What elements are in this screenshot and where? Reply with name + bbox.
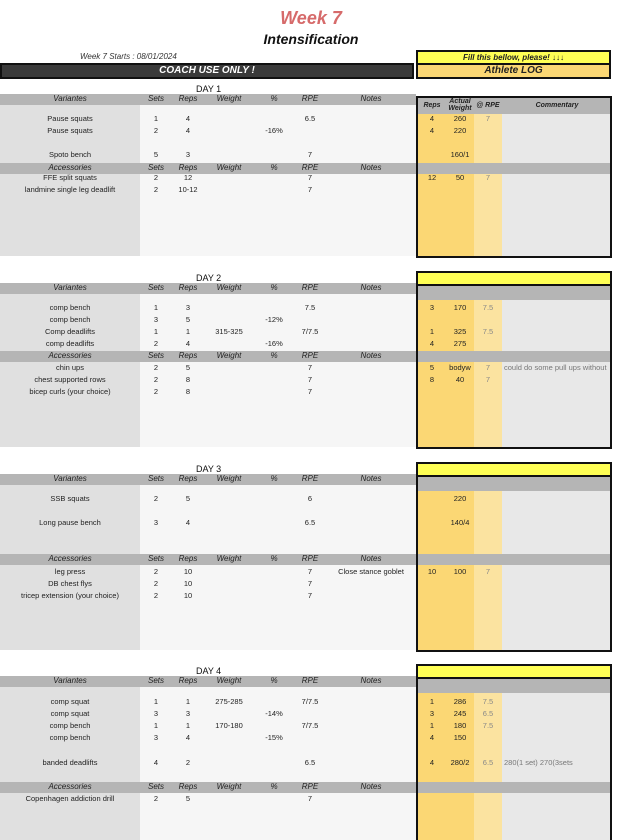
log-rpe[interactable]: 7.5 (482, 303, 494, 312)
cell-rpe: 7 (307, 150, 313, 159)
log-wt[interactable]: 160/1 (450, 150, 470, 159)
day-label: DAY 4 (196, 666, 222, 676)
coach-use-banner: COACH USE ONLY ! (0, 63, 414, 79)
cell-sets: 2 (153, 185, 159, 194)
col-header-pct: % (270, 351, 278, 360)
col-header-pct: % (270, 676, 278, 685)
log-wt[interactable]: 245 (453, 709, 467, 718)
col-header-weight: Weight (216, 676, 242, 685)
log-header-bar (418, 679, 610, 693)
exercise-row (0, 339, 416, 350)
cell-pct: -16% (265, 126, 283, 135)
log-reps[interactable]: 1 (429, 327, 435, 336)
cell-name: comp squat (50, 697, 90, 706)
cell-weight: 170-180 (215, 721, 243, 730)
day-label: DAY 1 (196, 84, 222, 94)
log-reps[interactable]: 10 (427, 567, 437, 576)
cell-reps: 3 (185, 150, 191, 159)
col-header-sets: Sets (147, 163, 164, 172)
athlete-log-box[interactable] (416, 462, 612, 652)
log-wt[interactable]: 50 (455, 173, 465, 182)
cell-rpe: 7 (307, 591, 313, 600)
log-row[interactable] (418, 387, 610, 398)
col-header-pct: % (270, 782, 278, 791)
col-header-pct: % (270, 554, 278, 563)
col-header-reps: Reps (178, 474, 198, 483)
log-row[interactable] (418, 494, 610, 505)
log-reps[interactable]: 4 (429, 733, 435, 742)
col-header-weight: Weight (216, 474, 242, 483)
col-header-rpe: RPE (301, 283, 319, 292)
log-row[interactable] (418, 185, 610, 196)
log-yellow-bar (418, 666, 610, 679)
accessory-row (0, 579, 416, 590)
log-reps[interactable]: 5 (429, 363, 435, 372)
cell-reps: 1 (185, 327, 191, 336)
cell-rpe: 7 (307, 375, 313, 384)
log-wt[interactable]: 286 (453, 697, 467, 706)
col-header-sets: Sets (147, 676, 164, 685)
log-row[interactable] (418, 303, 610, 314)
exercise-row (0, 758, 416, 769)
log-wt[interactable]: bodyw (449, 363, 471, 372)
day-label: DAY 2 (196, 273, 222, 283)
cell-name: comp squat (50, 709, 90, 718)
log-row[interactable] (418, 327, 610, 338)
log-row[interactable] (418, 126, 610, 137)
cell-sets: 2 (153, 387, 159, 396)
cell-weight: 315-325 (215, 327, 243, 336)
cell-name: comp bench (49, 303, 91, 312)
log-row[interactable] (418, 518, 610, 529)
cell-sets: 2 (153, 375, 159, 384)
cell-sets: 3 (153, 315, 159, 324)
cell-sets: 3 (153, 709, 159, 718)
cell-name: tricep extension (your choice) (21, 591, 119, 600)
variantes-header (0, 283, 416, 294)
log-row[interactable] (418, 173, 610, 184)
accessory-row (0, 387, 416, 398)
cell-reps: 4 (185, 733, 191, 742)
cell-notes: Close stance goblet (338, 567, 404, 576)
cell-sets: 2 (153, 126, 159, 135)
accessory-row (0, 173, 416, 184)
log-accessory-header-bar (418, 554, 610, 565)
log-row[interactable] (418, 758, 610, 769)
cell-reps: 10 (183, 591, 193, 600)
cell-reps: 12 (183, 173, 193, 182)
log-wt[interactable]: 180 (453, 721, 467, 730)
log-wt[interactable]: 40 (455, 375, 465, 384)
cell-name: Pause squats (47, 126, 93, 135)
exercise-row (0, 518, 416, 529)
log-header-weight: Actual Weight (448, 98, 472, 112)
cell-rpe: 6 (307, 494, 313, 503)
log-rpe[interactable]: 7.5 (482, 327, 494, 336)
exercise-row (0, 697, 416, 708)
col-header-reps: Reps (178, 94, 198, 103)
log-header-commentary: Commentary (535, 102, 579, 109)
col-header-name: Variantes (53, 474, 87, 483)
log-rpe[interactable]: 7 (485, 375, 491, 384)
col-header-weight: Weight (216, 782, 242, 791)
col-header-name: Variantes (53, 676, 87, 685)
col-header-notes: Notes (360, 474, 382, 483)
cell-name: SSB squats (50, 494, 90, 503)
cell-pct: -14% (265, 709, 283, 718)
log-reps[interactable]: 4 (429, 758, 435, 767)
cell-sets: 1 (153, 721, 159, 730)
cell-reps: 10-12 (178, 185, 198, 194)
log-rpe[interactable]: 7.5 (482, 721, 494, 730)
col-header-reps: Reps (178, 554, 198, 563)
log-reps[interactable]: 8 (429, 375, 435, 384)
cell-reps: 3 (185, 303, 191, 312)
log-row[interactable] (418, 721, 610, 732)
exercise-row (0, 709, 416, 720)
cell-rpe: 6.5 (304, 758, 316, 767)
col-header-name: Accessories (48, 782, 92, 791)
cell-name: Long pause bench (39, 518, 101, 527)
cell-rpe: 7 (307, 363, 313, 372)
cell-name: chest supported rows (34, 375, 106, 384)
cell-reps: 4 (185, 339, 191, 348)
col-header-sets: Sets (147, 474, 164, 483)
log-row[interactable] (418, 363, 610, 374)
exercise-row (0, 733, 416, 744)
col-header-rpe: RPE (301, 782, 319, 791)
cell-sets: 3 (153, 733, 159, 742)
col-header-pct: % (270, 474, 278, 483)
cell-reps: 2 (185, 758, 191, 767)
log-reps[interactable]: 4 (429, 114, 435, 123)
cell-sets: 2 (153, 567, 159, 576)
col-header-rpe: RPE (301, 94, 319, 103)
variantes-header (0, 676, 416, 687)
log-reps[interactable]: 1 (429, 721, 435, 730)
log-row[interactable] (418, 567, 610, 578)
log-row[interactable] (418, 114, 610, 125)
cell-name: DB chest flys (48, 579, 92, 588)
log-wt[interactable]: 325 (453, 327, 467, 336)
log-yellow-bar (418, 273, 610, 286)
cell-reps: 4 (185, 114, 191, 123)
log-row[interactable] (418, 315, 610, 326)
cell-reps: 1 (185, 697, 191, 706)
log-row[interactable] (418, 794, 610, 805)
col-header-name: Accessories (48, 351, 92, 360)
cell-sets: 2 (153, 173, 159, 182)
cell-name: comp bench (49, 315, 91, 324)
cell-sets: 1 (153, 697, 159, 706)
col-header-pct: % (270, 163, 278, 172)
col-header-weight: Weight (216, 351, 242, 360)
col-header-name: Variantes (53, 283, 87, 292)
log-header-rpe: @ RPE (476, 102, 500, 109)
col-header-reps: Reps (178, 163, 198, 172)
cell-rpe: 7 (307, 579, 313, 588)
col-header-rpe: RPE (301, 163, 319, 172)
cell-rpe: 7/7.5 (301, 327, 319, 336)
cell-pct: -12% (265, 315, 283, 324)
day-label: DAY 3 (196, 464, 222, 474)
cell-reps: 5 (185, 363, 191, 372)
col-header-sets: Sets (147, 283, 164, 292)
col-header-weight: Weight (216, 94, 242, 103)
cell-reps: 8 (185, 375, 191, 384)
col-header-rpe: RPE (301, 676, 319, 685)
col-header-rpe: RPE (301, 554, 319, 563)
athlete-log-banner: Athlete LOG (416, 63, 611, 79)
cell-pct: -16% (265, 339, 283, 348)
col-header-weight: Weight (216, 554, 242, 563)
log-rpe[interactable]: 6.5 (482, 758, 494, 767)
log-header (418, 98, 610, 114)
cell-name: banded deadlifts (42, 758, 98, 767)
cell-reps: 8 (185, 387, 191, 396)
accessories-header (0, 782, 416, 793)
col-header-sets: Sets (147, 554, 164, 563)
cell-reps: 10 (183, 579, 193, 588)
col-header-sets: Sets (147, 94, 164, 103)
athlete-log-box[interactable] (416, 271, 612, 449)
col-header-notes: Notes (360, 283, 382, 292)
log-wt[interactable]: 100 (453, 567, 467, 576)
col-header-weight: Weight (216, 163, 242, 172)
cell-name: Comp deadlifts (44, 327, 96, 336)
cell-rpe: 7 (307, 185, 313, 194)
cell-rpe: 7/7.5 (301, 721, 319, 730)
log-rpe[interactable]: 7 (485, 114, 491, 123)
log-rpe[interactable]: 7 (485, 173, 491, 182)
cell-name: Spoto bench (48, 150, 92, 159)
cell-rpe: 7 (307, 567, 313, 576)
log-wt[interactable]: 140/4 (450, 518, 470, 527)
log-row[interactable] (418, 709, 610, 720)
log-row[interactable] (418, 150, 610, 161)
log-row[interactable] (418, 579, 610, 590)
col-header-rpe: RPE (301, 351, 319, 360)
col-header-notes: Notes (360, 554, 382, 563)
cell-sets: 1 (153, 303, 159, 312)
log-row[interactable] (418, 733, 610, 744)
cell-name: Pause squats (47, 114, 93, 123)
cell-rpe: 7.5 (304, 303, 316, 312)
cell-sets: 2 (153, 591, 159, 600)
log-accessory-header-bar (418, 782, 610, 793)
cell-reps: 4 (185, 518, 191, 527)
accessory-row (0, 567, 416, 578)
log-wt[interactable]: 170 (453, 303, 467, 312)
cell-rpe: 7 (307, 173, 313, 182)
cell-sets: 2 (153, 579, 159, 588)
log-wt[interactable]: 220 (453, 126, 467, 135)
cell-reps: 1 (185, 721, 191, 730)
log-header-bar (418, 477, 610, 491)
accessory-row (0, 375, 416, 386)
col-header-notes: Notes (360, 676, 382, 685)
col-header-notes: Notes (360, 94, 382, 103)
log-wt[interactable]: 220 (453, 494, 467, 503)
exercise-row (0, 126, 416, 137)
log-row[interactable] (418, 375, 610, 386)
cell-sets: 1 (153, 327, 159, 336)
exercise-row (0, 114, 416, 125)
log-wt[interactable]: 280/2 (450, 758, 470, 767)
col-header-reps: Reps (178, 782, 198, 791)
cell-name: chin ups (56, 363, 84, 372)
cell-rpe: 7 (307, 387, 313, 396)
log-row[interactable] (418, 697, 610, 708)
log-accessory-header-bar (418, 351, 610, 362)
accessory-row (0, 591, 416, 602)
col-header-reps: Reps (178, 351, 198, 360)
cell-reps: 3 (185, 709, 191, 718)
cell-name: bicep curls (your choice) (29, 387, 111, 396)
cell-sets: 2 (153, 794, 159, 803)
log-row[interactable] (418, 591, 610, 602)
log-reps[interactable]: 1 (429, 697, 435, 706)
cell-weight: 275-285 (215, 697, 243, 706)
log-wt[interactable]: 275 (453, 339, 467, 348)
cell-sets: 5 (153, 150, 159, 159)
week-title: Week 7 (280, 8, 342, 28)
week-start-date: Week 7 Starts : 08/01/2024 (80, 52, 177, 61)
cell-reps: 5 (185, 794, 191, 803)
col-header-pct: % (270, 283, 278, 292)
athlete-log-box[interactable] (416, 664, 612, 840)
col-header-pct: % (270, 94, 278, 103)
cell-sets: 2 (153, 339, 159, 348)
log-reps[interactable]: 4 (429, 339, 435, 348)
col-header-name: Accessories (48, 163, 92, 172)
accessory-row (0, 185, 416, 196)
cell-rpe: 6.5 (304, 518, 316, 527)
cell-name: comp deadlifts (45, 339, 95, 348)
cell-sets: 4 (153, 758, 159, 767)
log-wt[interactable]: 260 (453, 114, 467, 123)
cell-name: comp bench (49, 733, 91, 742)
cell-name: leg press (54, 567, 86, 576)
log-rpe[interactable]: 7 (485, 567, 491, 576)
cell-reps: 5 (185, 494, 191, 503)
athlete-log-box[interactable] (416, 96, 612, 258)
cell-reps: 4 (185, 126, 191, 135)
col-header-name: Variantes (53, 94, 87, 103)
cell-name: landmine single leg deadlift (24, 185, 116, 194)
cell-name: FFE split squats (43, 173, 97, 182)
cell-reps: 5 (185, 315, 191, 324)
log-com[interactable]: could do some pull ups without (504, 363, 607, 372)
cell-pct: -15% (265, 733, 283, 742)
log-reps[interactable]: 12 (427, 173, 437, 182)
col-header-name: Accessories (48, 554, 92, 563)
col-header-reps: Reps (178, 676, 198, 685)
log-header-reps: Reps (423, 102, 441, 109)
accessories-header (0, 351, 416, 362)
log-yellow-bar (418, 464, 610, 477)
fill-instruction: Fill this bellow, please! ↓↓↓ (416, 50, 611, 63)
log-reps[interactable]: 4 (429, 126, 435, 135)
col-header-rpe: RPE (301, 474, 319, 483)
exercise-row (0, 327, 416, 338)
col-header-sets: Sets (147, 782, 164, 791)
col-header-notes: Notes (360, 163, 382, 172)
cell-sets: 2 (153, 494, 159, 503)
exercise-row (0, 494, 416, 505)
accessory-row (0, 794, 416, 805)
accessories-header (0, 554, 416, 565)
log-reps[interactable]: 3 (429, 709, 435, 718)
exercise-row (0, 150, 416, 161)
page-subtitle: Intensification (263, 31, 359, 47)
col-header-notes: Notes (360, 351, 382, 360)
cell-sets: 2 (153, 363, 159, 372)
cell-rpe: 6.5 (304, 114, 316, 123)
cell-sets: 1 (153, 114, 159, 123)
col-header-weight: Weight (216, 283, 242, 292)
log-rpe[interactable]: 7 (485, 363, 491, 372)
log-rpe[interactable]: 6.5 (482, 709, 494, 718)
cell-reps: 10 (183, 567, 193, 576)
log-header-bar (418, 286, 610, 300)
log-reps[interactable]: 3 (429, 303, 435, 312)
cell-name: comp bench (49, 721, 91, 730)
col-header-reps: Reps (178, 283, 198, 292)
accessory-row (0, 363, 416, 374)
variantes-header (0, 94, 416, 105)
log-rpe[interactable]: 7.5 (482, 697, 494, 706)
cell-rpe: 7 (307, 794, 313, 803)
log-row[interactable] (418, 339, 610, 350)
exercise-row (0, 303, 416, 314)
col-header-sets: Sets (147, 351, 164, 360)
exercise-row (0, 315, 416, 326)
cell-sets: 3 (153, 518, 159, 527)
log-com[interactable]: 280(1 set) 270(3sets (504, 758, 573, 767)
col-header-notes: Notes (360, 782, 382, 791)
exercise-row (0, 721, 416, 732)
log-wt[interactable]: 150 (453, 733, 467, 742)
cell-name: Copenhagen addiction drill (25, 794, 115, 803)
variantes-header (0, 474, 416, 485)
cell-rpe: 7/7.5 (301, 697, 319, 706)
